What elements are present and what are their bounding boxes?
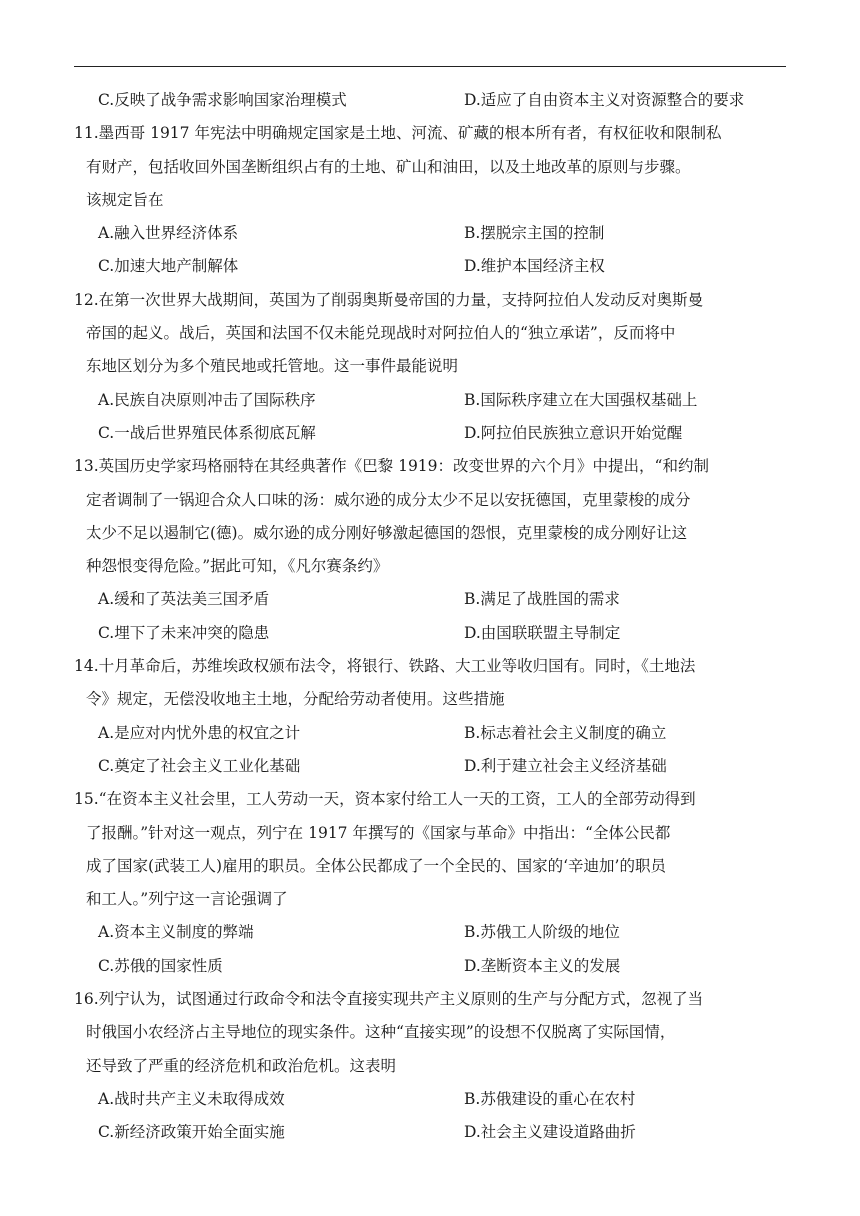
stem-text: 在第一次世界大战期间，英国为了削弱奥斯曼帝国的力量，支持阿拉伯人发动反对奥斯曼 bbox=[98, 290, 704, 309]
stem-text: 墨西哥 1917 年宪法中明确规定国家是土地、河流、矿藏的根本所有者，有权征收和限制私 bbox=[98, 124, 722, 143]
option-a: A.资本主义制度的弊端 bbox=[98, 923, 254, 942]
option-d: D.由国联联盟主导制定 bbox=[464, 623, 621, 642]
options-row bbox=[74, 750, 786, 783]
stem-text: 十月革命后，苏维埃政权颁布法令，将银行、铁路、大工业等收归国有。同时，《土地法 bbox=[98, 657, 696, 676]
question-12 bbox=[74, 284, 786, 450]
stem-line bbox=[74, 650, 786, 683]
option-a: A.民族自决原则冲击了国际秩序 bbox=[98, 390, 316, 409]
options-row-q10-cd bbox=[74, 84, 786, 117]
option-b: B.摆脱宗主国的控制 bbox=[464, 224, 605, 243]
question-15 bbox=[74, 783, 786, 983]
stem-line: 令》规定，无偿没收地主土地，分配给劳动者使用。这些措施 bbox=[86, 690, 505, 709]
stem-line: 有财产，包括收回外国垄断组织占有的土地、矿山和油田，以及土地改革的原则与步骤。 bbox=[86, 157, 691, 176]
page-content bbox=[74, 84, 786, 1150]
option-d: D.阿拉伯民族独立意识开始觉醒 bbox=[464, 423, 683, 442]
option-a: A.是应对内忧外患的权宜之计 bbox=[98, 723, 301, 742]
stem-line bbox=[74, 117, 786, 150]
option-b: B.国际秩序建立在大国强权基础上 bbox=[464, 390, 698, 409]
stem-line: 该规定旨在 bbox=[86, 190, 164, 209]
question-number: 16. bbox=[74, 990, 99, 1009]
option-c: C.一战后世界殖民体系彻底瓦解 bbox=[98, 423, 316, 442]
options-row bbox=[74, 384, 786, 417]
option-d: D.垄断资本主义的发展 bbox=[464, 956, 621, 975]
stem-text: “在资本主义社会里，工人劳动一天，资本家付给工人一天的工资，工人的全部劳动得到 bbox=[98, 790, 696, 809]
stem-line: 和工人。”列宁这一言论强调了 bbox=[86, 890, 288, 909]
option-a: A.缓和了英法美三国矛盾 bbox=[98, 590, 270, 609]
options-row bbox=[74, 250, 786, 283]
question-stem bbox=[74, 650, 786, 717]
stem-line bbox=[74, 284, 786, 317]
stem-line: 时俄国小农经济占主导地位的现实条件。这种“直接实现”的设想不仅脱离了实际国情， bbox=[86, 1023, 676, 1042]
option-c: C.奠定了社会主义工业化基础 bbox=[98, 756, 301, 775]
option-q10-c: C.反映了战争需求影响国家治理模式 bbox=[98, 91, 347, 109]
option-c: C.新经济政策开始全面实施 bbox=[98, 1123, 285, 1142]
option-q10-d: D.适应了自由资本主义对资源整合的要求 bbox=[464, 91, 745, 109]
stem-line: 太少不足以遏制它(德)。威尔逊的成分刚好够激起德国的怨恨，克里蒙梭的成分刚好让这 bbox=[86, 523, 688, 542]
stem-text: 英国历史学家玛格丽特在其经典著作《巴黎 1919：改变世界的六个月》中提出，“和约制 bbox=[98, 457, 709, 476]
options-row bbox=[74, 417, 786, 450]
stem-line: 帝国的起义。战后，英国和法国不仅未能兑现战时对阿拉伯人的“独立承诺”，反而将中 bbox=[86, 324, 676, 343]
option-b: B.苏俄工人阶级的地位 bbox=[464, 923, 620, 942]
option-d: D.维护本国经济主权 bbox=[464, 257, 605, 276]
question-stem bbox=[74, 983, 786, 1083]
question-stem bbox=[74, 117, 786, 217]
options-row bbox=[74, 617, 786, 650]
question-number: 11. bbox=[74, 124, 99, 143]
option-a: A.融入世界经济体系 bbox=[98, 224, 239, 243]
option-b: B.苏俄建设的重心在农村 bbox=[464, 1089, 636, 1108]
option-a: A.战时共产主义未取得成效 bbox=[98, 1089, 285, 1108]
option-c: C.苏俄的国家性质 bbox=[98, 956, 223, 975]
question-16 bbox=[74, 983, 786, 1149]
question-number: 14. bbox=[74, 657, 99, 676]
options-row bbox=[74, 1083, 786, 1116]
question-number: 12. bbox=[74, 290, 99, 309]
option-d: D.利于建立社会主义经济基础 bbox=[464, 756, 667, 775]
question-14 bbox=[74, 650, 786, 783]
stem-line bbox=[74, 983, 786, 1016]
question-11 bbox=[74, 117, 786, 283]
question-stem bbox=[74, 450, 786, 583]
stem-line: 种怨恨变得危险。”据此可知，《凡尔赛条约》 bbox=[86, 557, 389, 576]
options-row bbox=[74, 583, 786, 616]
options-row bbox=[74, 916, 786, 949]
question-stem bbox=[74, 284, 786, 384]
header-rule bbox=[74, 66, 786, 67]
question-13 bbox=[74, 450, 786, 650]
stem-text: 列宁认为，试图通过行政命令和法令直接实现共产主义原则的生产与分配方式，忽视了当 bbox=[98, 990, 704, 1009]
option-c: C.埋下了未来冲突的隐患 bbox=[98, 623, 270, 642]
stem-line bbox=[74, 783, 786, 816]
options-row bbox=[74, 950, 786, 983]
options-row bbox=[74, 717, 786, 750]
question-number: 13. bbox=[74, 457, 99, 476]
option-c: C.加速大地产制解体 bbox=[98, 257, 239, 276]
option-b: B.满足了战胜国的需求 bbox=[464, 590, 620, 609]
question-number: 15. bbox=[74, 790, 99, 809]
stem-line: 了报酬。”针对这一观点，列宁在 1917 年撰写的《国家与革命》中指出：“全体公民都 bbox=[86, 823, 671, 842]
option-d: D.社会主义建设道路曲折 bbox=[464, 1123, 636, 1142]
question-stem bbox=[74, 783, 786, 916]
stem-line: 东地区划分为多个殖民地或托管地。这一事件最能说明 bbox=[86, 357, 459, 376]
option-b: B.标志着社会主义制度的确立 bbox=[464, 723, 667, 742]
stem-line: 成了国家(武装工人)雇用的职员。全体公民都成了一个全民的、国家的‘辛迪加’的职员 bbox=[86, 856, 666, 875]
stem-line: 还导致了严重的经济危机和政治危机。这表明 bbox=[86, 1056, 397, 1075]
stem-line: 定者调制了一锅迎合众人口味的汤：威尔逊的成分太少不足以安抚德国，克里蒙梭的成分 bbox=[86, 490, 691, 509]
options-row bbox=[74, 217, 786, 250]
options-row bbox=[74, 1116, 786, 1149]
stem-line bbox=[74, 450, 786, 483]
